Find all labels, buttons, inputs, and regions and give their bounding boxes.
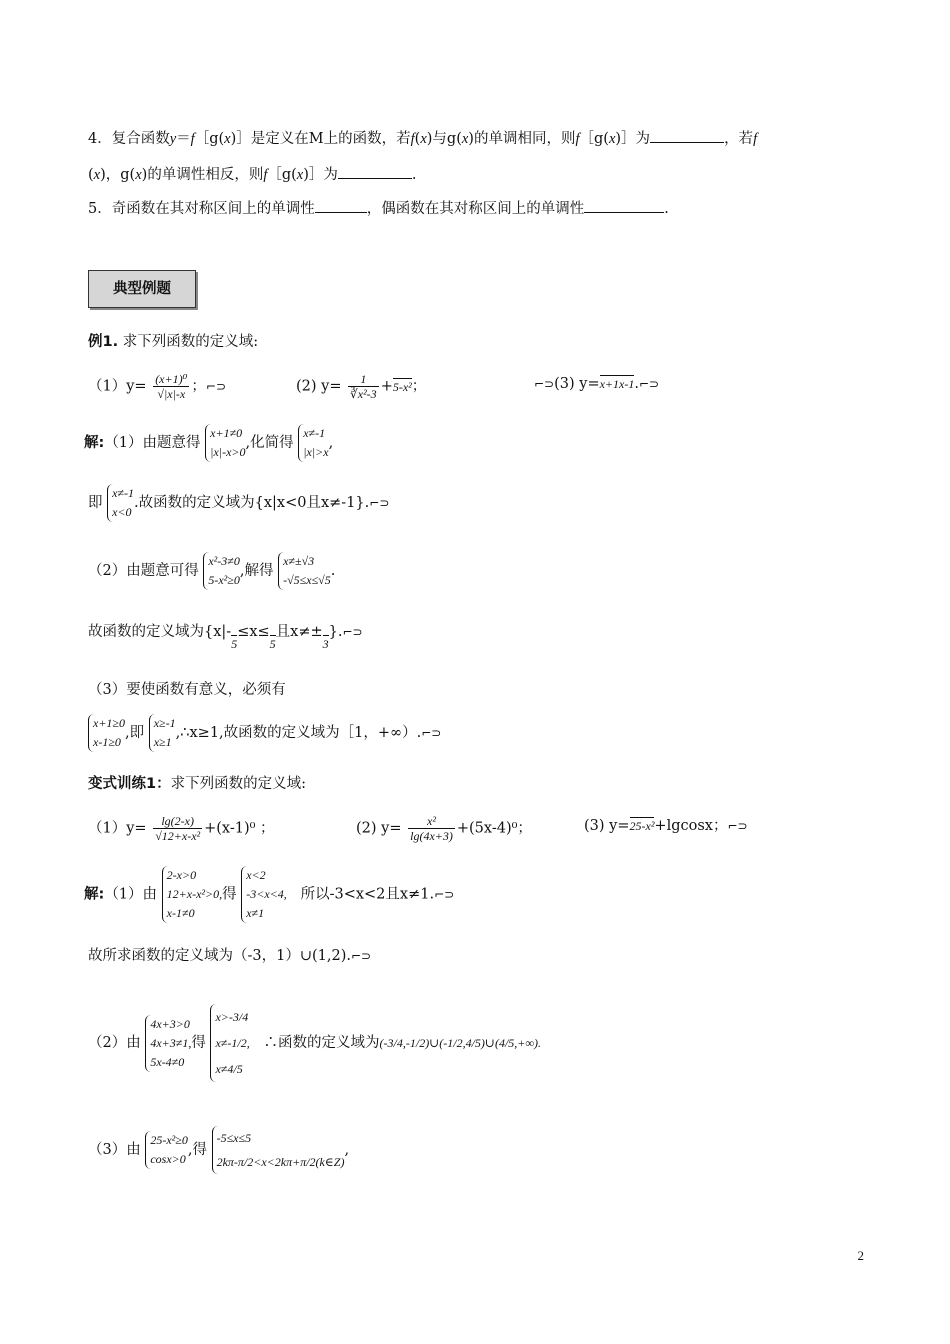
equation-system: x≠±√3 -√5≤x≤√5 [278,552,331,590]
sqrt: 5-x² [392,379,412,394]
ink-mark-icon: ⌐⊃ [434,887,455,902]
solution-2-part-2: （2）由 4x+3>0 4x+3≠1, 5x-4≠0 得 x>-3/4 x≠-1/2, x≠4/5 ∴函数的定义域为(-3/4,-1/2)∪(-1/2,4/5)∪(4/5,+∞). [88,1004,541,1082]
example-1-problem-3: ⌐⊃(3) y=x+1x-1.⌐⊃ [534,376,660,392]
solution-1-part-3: （3）要使函数有意义，必须有 [88,682,286,698]
equation-system: x²-3≠0 5-x²≥0 [203,552,240,590]
equation-system: x≠-1 x<0 [107,484,134,522]
section-title-box: 典型例题 [88,270,196,308]
equation-system: 2-x>0 12+x-x²>0, x-1≠0 [162,866,222,923]
equation-system: x≥-1 x≥1 [149,714,176,752]
ink-mark-icon: ⌐⊃ [350,949,372,963]
equation-system: 25-x²≥0 cosx>0 [145,1131,188,1169]
sqrt: 25-x² [629,819,655,833]
fraction: $\frac{\text{(x+1)⁰}}{√|x|-x}$ [155,372,188,401]
fraction: $\frac{\text{x²}}{\lg(4x+3)}$ [410,814,453,843]
equation-system: x≠-1 |x|>x [298,424,328,462]
ink-mark-icon: ⌐⊃ [369,496,390,510]
item-4-line-1: 4．复合函数y＝f［g(x)］是定义在M上的函数，若f(x)与g(x)的单调相同，则f［g(x)］为 ，若f [88,128,757,149]
sqrt: 3 [322,637,329,651]
example-1-heading: 例1. 求下列函数的定义域: [88,334,259,350]
item-4-line-2: (x)，g(x)的单调性相反，则f［g(x)］为 . [88,164,417,185]
page-number: 2 [857,1248,864,1263]
variant-1-problem-3: (3) y=25-x²+lgcosx；⌐⊃ [584,818,748,834]
solution-1-part-3b: x+1≥0 x-1≥0 ,即 x≥-1 x≥1 ,∴x≥1,故函数的定义域为［1，+∞）.⌐⊃ [88,714,441,752]
solution-1-part-2: （2）由题意可得 x²-3≠0 5-x²≥0 ,解得 x≠±√3 -√5≤x≤√5 . [88,552,335,590]
ink-mark-icon: ⌐⊃ [638,377,660,391]
sqrt: 5 [269,637,276,651]
ink-mark-icon: ⌐⊃ [727,819,748,833]
example-1-problems: （1）y= $\frac{\text{(x+1)⁰}}{√|x|-x}$ ；⌐⊃ [88,372,227,401]
item-5: 5．奇函数在其对称区间上的单调性 ，偶函数在其对称区间上的单调性 . [88,198,669,219]
equation-system: 4x+3>0 4x+3≠1, 5x-4≠0 [145,1015,191,1072]
equation-system: x<2 -3<x<4, x≠1 [241,866,287,923]
ink-mark-icon: ⌐⊃ [534,377,555,391]
solution-1-part-1b: 即 x≠-1 x<0 .故函数的定义域为{x|x<0且x≠-1}.⌐⊃ [88,484,389,522]
equation-system: -5≤x≤5 2kπ-π/2<x<2kπ+π/2(k∈Z) [212,1126,345,1174]
example-1-problem-2: (2) y= $\frac{1}{\text{∛x²-3}}$ +5-x²； [296,372,427,401]
equation-system: x+1≠0 |x|-x>0 [205,424,245,462]
fraction: $\frac{\lg(2-x)}{\text{√12+x-x²}}$ [155,814,201,843]
equation-system: x+1≥0 x-1≥0 [88,714,125,752]
ink-mark-icon: ⌐⊃ [342,625,363,639]
solution-2-part-1b: 故所求函数的定义域为（-3，1）∪(1,2).⌐⊃ [88,948,372,964]
fraction: $\frac{1}{\text{∛x²-3}}$ [350,372,377,401]
solution-1-part-1: 解:（1）由题意得 x+1≠0 |x|-x>0 ,化简得 x≠-1 |x|>x , [84,424,333,462]
ink-mark-icon: ⌐⊃ [421,726,442,740]
sqrt: x+1 [599,377,620,391]
answer-blank[interactable] [650,128,724,143]
solution-2-part-3: （3）由 25-x²≥0 cosx>0 ,得 -5≤x≤5 2kπ-π/2<x<2kπ+π/2(k∈Z) , [88,1126,349,1174]
sqrt: x-1 [619,377,635,391]
solution-2-part-1: 解:（1）由 2-x>0 12+x-x²>0, x-1≠0 得 x<2 -3<x<4, x≠1 所以-3<x<2且x≠1.⌐⊃ [84,866,454,923]
variant-1-problem-2: (2) y= $\frac{\text{x²}}{\lg(4x+3)}$ +(5x-4)⁰； [356,814,532,843]
ink-mark-icon: ⌐⊃ [205,379,227,394]
equation-system: x>-3/4 x≠-1/2, x≠4/5 [210,1004,249,1082]
answer-blank[interactable] [584,198,664,213]
answer-blank[interactable] [338,164,412,179]
answer-blank[interactable] [315,198,367,213]
sqrt: 5 [231,637,238,651]
variant-1-heading: 变式训练1：求下列函数的定义域: [88,776,306,792]
variant-1-problem-1: （1）y= $\frac{\lg(2-x)}{\text{√12+x-x²}}$ +(x-1)⁰ ； [88,814,275,843]
solution-1-part-2b: 故函数的定义域为{$x|-_5\le x\le_5$且$x\ne\pm_3\}.⌐⊃$ [88,624,363,651]
